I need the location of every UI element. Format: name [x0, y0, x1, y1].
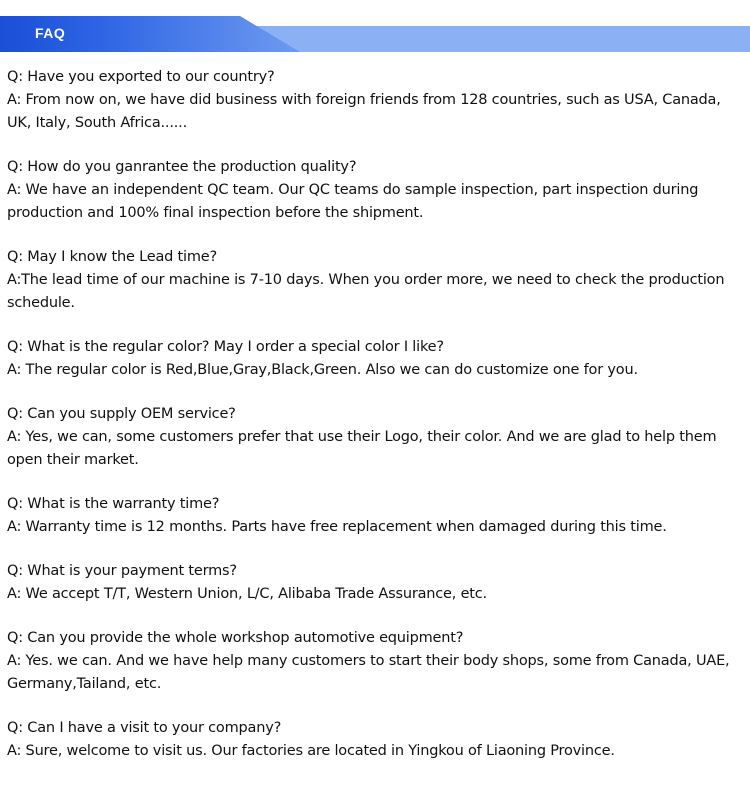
faq-answer: A: From now on, we have did business with foreign friends from 128 countries, such as USA, Canada, UK, Italy, South Africa...... — [7, 92, 721, 131]
faq-item — [7, 336, 742, 382]
faq-question: Q: What is the regular color? May I order a special color I like? — [7, 339, 444, 355]
faq-question: Q: Can you supply OEM service? — [7, 406, 236, 422]
faq-answer: A:The lead time of our machine is 7-10 days. When you order more, we need to check the production schedule. — [7, 272, 725, 311]
faq-item — [7, 156, 742, 225]
faq-question: Q: Can I have a visit to your company? — [7, 720, 282, 736]
faq-question: Q: May I know the Lead time? — [7, 249, 218, 265]
faq-answer: A: We have an independent QC team. Our QC teams do sample inspection, part inspection during production and 100% final inspection before the shipment. — [7, 182, 699, 221]
faq-list — [7, 66, 742, 784]
faq-question: Q: What is your payment terms? — [7, 563, 237, 579]
faq-answer: A: Yes. we can. And we have help many customers to start their body shops, some from Canada, UAE, Germany,Tailand, etc. — [7, 653, 730, 692]
faq-answer: A: Yes, we can, some customers prefer that use their Logo, their color. And we are glad to help them open their market. — [7, 429, 717, 468]
header-banner-shape — [0, 16, 750, 52]
faq-question: Q: Have you exported to our country? — [7, 69, 275, 85]
faq-item — [7, 717, 742, 763]
faq-item — [7, 403, 742, 472]
faq-item — [7, 627, 742, 696]
faq-question: Q: Can you provide the whole workshop automotive equipment? — [7, 630, 464, 646]
faq-answer: A: Sure, welcome to visit us. Our factories are located in Yingkou of Liaoning Province. — [7, 743, 615, 759]
faq-item — [7, 560, 742, 606]
faq-answer: A: We accept T/T, Western Union, L/C, Alibaba Trade Assurance, etc. — [7, 586, 487, 602]
faq-question: Q: What is the warranty time? — [7, 496, 220, 512]
faq-item — [7, 246, 742, 315]
faq-question: Q: How do you ganrantee the production quality? — [7, 159, 357, 175]
faq-answer: A: The regular color is Red,Blue,Gray,Black,Green. Also we can do customize one for you. — [7, 362, 638, 378]
faq-answer: A: Warranty time is 12 months. Parts have free replacement when damaged during this time. — [7, 519, 667, 535]
faq-item — [7, 66, 742, 135]
faq-header-banner — [0, 16, 750, 52]
faq-title: FAQ — [35, 25, 66, 41]
faq-item — [7, 493, 742, 539]
